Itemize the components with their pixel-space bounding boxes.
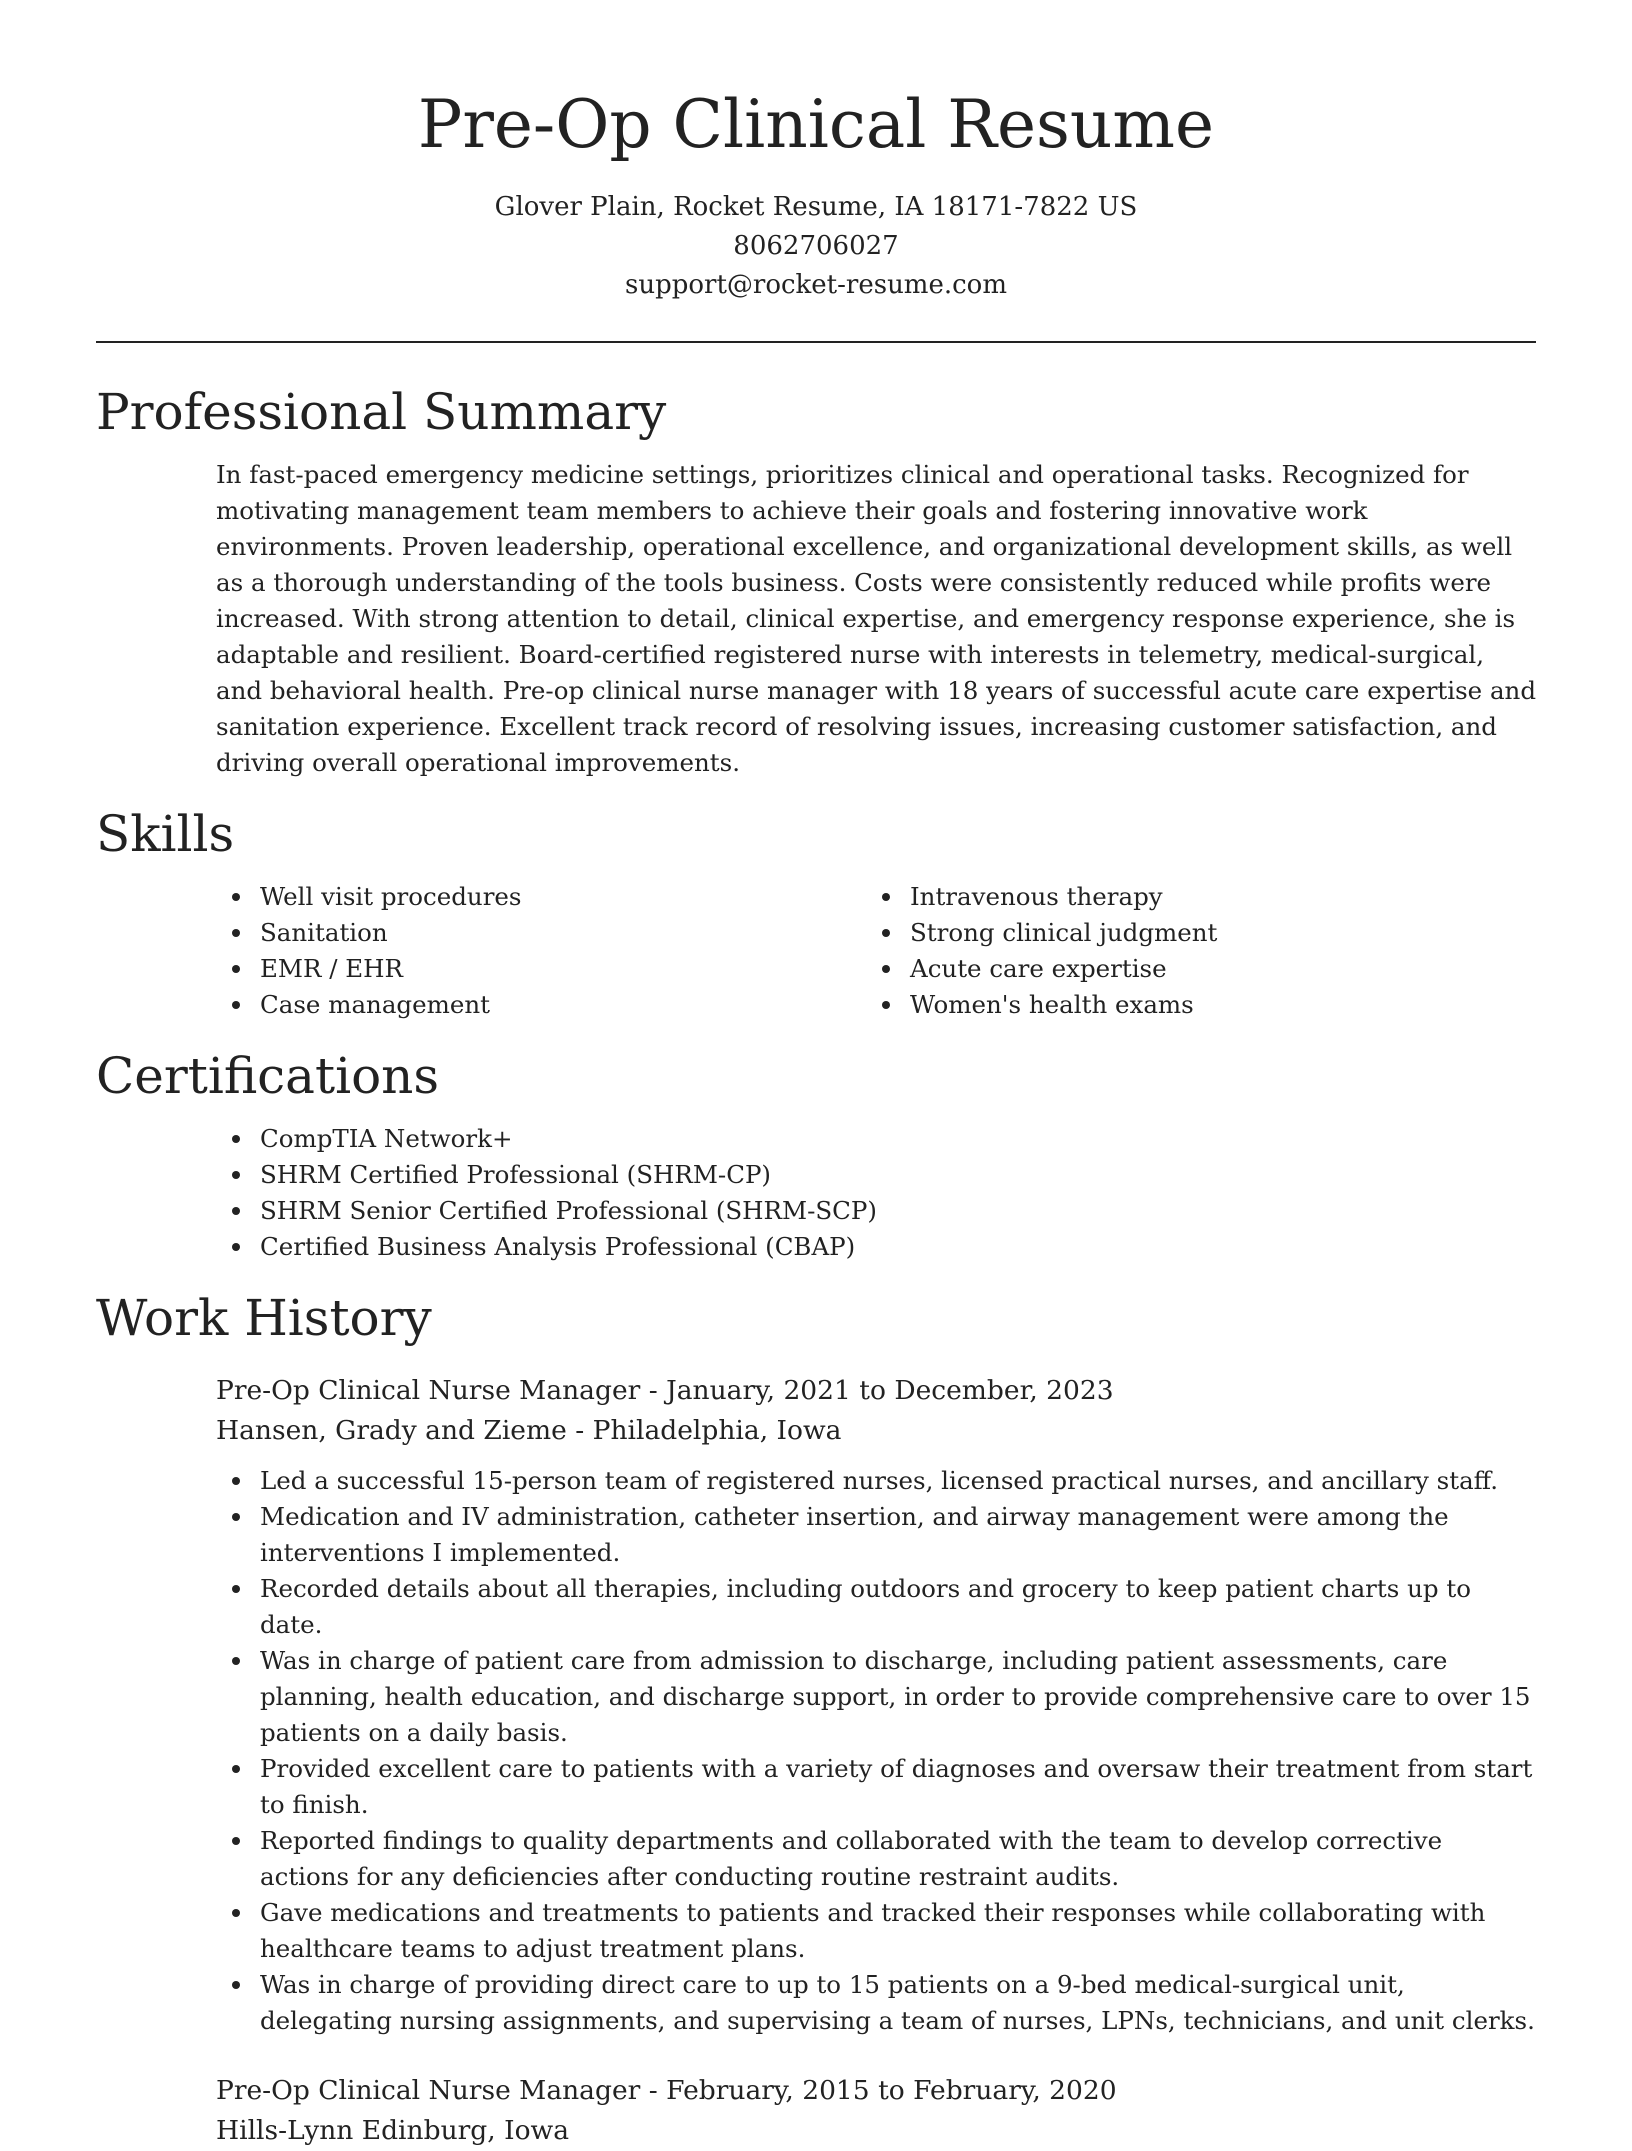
job-dates: February, 2015 to February, 2020 xyxy=(666,2075,1117,2106)
summary-text: In fast-paced emergency medicine settings, prioritizes clinical and operational tasks. Recognized for motivating management team members to achieve their goals and fostering innovative work environments. Proven leadership, operational excellence, and organizational development skills, as well as a thorough understanding of the tools business. Costs were consistently reduced while profits were increased. With strong attention to detail, clinical expertise, and emergency response experience, she is adaptable and resilient. Board-certified registered nurse with interests in telemetry, medical-surgical, and behavioral health. Pre-op clinical nurse manager with 18 years of successful acute care expertise and sanitation experience. Excellent track record of resolving issues, increasing customer satisfaction, and driving overall operational improvements. xyxy=(216,460,1537,777)
bullet-icon xyxy=(232,965,240,973)
section-title-work-history: Work History xyxy=(96,1289,432,1347)
job-title: Pre-Op Clinical Nurse Manager xyxy=(216,2075,641,2106)
bullet-icon xyxy=(232,1981,240,1989)
job-company: Hansen, Grady and Zieme xyxy=(216,1415,567,1446)
skill-item: Strong clinical judgment xyxy=(910,915,1516,951)
job-company: Hills-Lynn Edinburg, Iowa xyxy=(216,2115,570,2146)
skill-item: Well visit procedures xyxy=(260,879,866,915)
responsibility-item: Reported findings to quality departments and collaborated with the team to develop corrective actions for any deficiencies after conducting routine restraint audits. xyxy=(260,1823,1536,1895)
responsibility-item: Medication and IV administration, catheter insertion, and airway management were among the interventions I implemented. xyxy=(260,1499,1536,1571)
certification-item: SHRM Certified Professional (SHRM-CP) xyxy=(260,1157,1536,1193)
bullet-icon xyxy=(882,893,890,901)
bullet-icon xyxy=(232,1585,240,1593)
bullet-icon xyxy=(232,893,240,901)
bullet-icon xyxy=(882,1001,890,1009)
skills-column-right xyxy=(866,879,1516,1023)
skill-item: Sanitation xyxy=(260,915,866,951)
phone-number: 8062706027 xyxy=(733,231,899,261)
skill-item: Intravenous therapy xyxy=(910,879,1516,915)
resume-page xyxy=(96,0,1536,2151)
job-title-line: Pre-Op Clinical Nurse Manager - January, 2021 to December, 2023 xyxy=(216,1375,1114,1406)
skills-grid xyxy=(216,879,1536,1023)
resume-title: Pre-Op Clinical Resume xyxy=(417,86,1215,163)
responsibility-item: Led a successful 15-person team of registered nurses, licensed practical nurses, and ancillary staff. xyxy=(260,1463,1536,1499)
job-dates: January, 2021 to December, 2023 xyxy=(666,1375,1114,1406)
job-entry xyxy=(216,2071,1536,2151)
bullet-icon xyxy=(232,1657,240,1665)
responsibility-item: Was in charge of patient care from admission to discharge, including patient assessments, care planning, health education, and discharge support, in order to provide comprehensive care to over 15 patients on a daily basis. xyxy=(260,1643,1536,1751)
skill-item: EMR / EHR xyxy=(260,951,866,987)
bullet-icon xyxy=(232,1477,240,1485)
bullet-icon xyxy=(882,965,890,973)
job-title: Pre-Op Clinical Nurse Manager xyxy=(216,1375,641,1406)
bullet-icon xyxy=(232,1837,240,1845)
job-company-line: Hansen, Grady and Zieme - Philadelphia, Iowa xyxy=(216,1415,842,1446)
header-divider xyxy=(96,341,1536,343)
section-title-certifications: Certifications xyxy=(96,1047,440,1105)
job-responsibilities xyxy=(216,1463,1536,2039)
job-title-line: Pre-Op Clinical Nurse Manager - February, 2015 to February, 2020 xyxy=(216,2075,1117,2106)
email-address: support@rocket-resume.com xyxy=(624,270,1007,300)
job-entry xyxy=(216,1371,1536,2039)
certification-item: CompTIA Network+ xyxy=(260,1121,1536,1157)
certification-item: SHRM Senior Certified Professional (SHRM-SCP) xyxy=(260,1193,1536,1229)
section-title-skills: Skills xyxy=(96,805,235,863)
skill-item: Case management xyxy=(260,987,866,1023)
responsibility-item: Recorded details about all therapies, including outdoors and grocery to keep patient charts up to date. xyxy=(260,1571,1536,1643)
address: Glover Plain, Rocket Resume, IA 18171-7822 US xyxy=(494,192,1138,222)
bullet-icon xyxy=(232,1765,240,1773)
job-location: Philadelphia, Iowa xyxy=(592,1415,842,1446)
bullet-icon xyxy=(232,1909,240,1917)
bullet-icon xyxy=(232,929,240,937)
responsibility-item: Gave medications and treatments to patients and tracked their responses while collaborating with healthcare teams to adjust treatment plans. xyxy=(260,1895,1536,1967)
skills-column-left xyxy=(216,879,866,1023)
skill-item: Acute care expertise xyxy=(910,951,1516,987)
responsibility-item: Provided excellent care to patients with a variety of diagnoses and oversaw their treatment from start to finish. xyxy=(260,1751,1536,1823)
skill-item: Women's health exams xyxy=(910,987,1516,1023)
bullet-icon xyxy=(232,1513,240,1521)
resume-header xyxy=(96,0,1536,305)
section-title-summary: Professional Summary xyxy=(96,383,667,441)
certifications-list xyxy=(216,1121,1536,1265)
bullet-icon xyxy=(232,1171,240,1179)
bullet-icon xyxy=(232,1243,240,1251)
job-company-line xyxy=(216,2111,1536,2151)
bullet-icon xyxy=(882,929,890,937)
bullet-icon xyxy=(232,1001,240,1009)
certification-item: Certified Business Analysis Professional (CBAP) xyxy=(260,1229,1536,1265)
responsibility-item: Was in charge of providing direct care to up to 15 patients on a 9-bed medical-surgical unit, delegating nursing assignments, and supervising a team of nurses, LPNs, technicians, and unit clerks. xyxy=(260,1967,1536,2039)
bullet-icon xyxy=(232,1207,240,1215)
contact-info xyxy=(96,188,1536,305)
bullet-icon xyxy=(232,1135,240,1143)
